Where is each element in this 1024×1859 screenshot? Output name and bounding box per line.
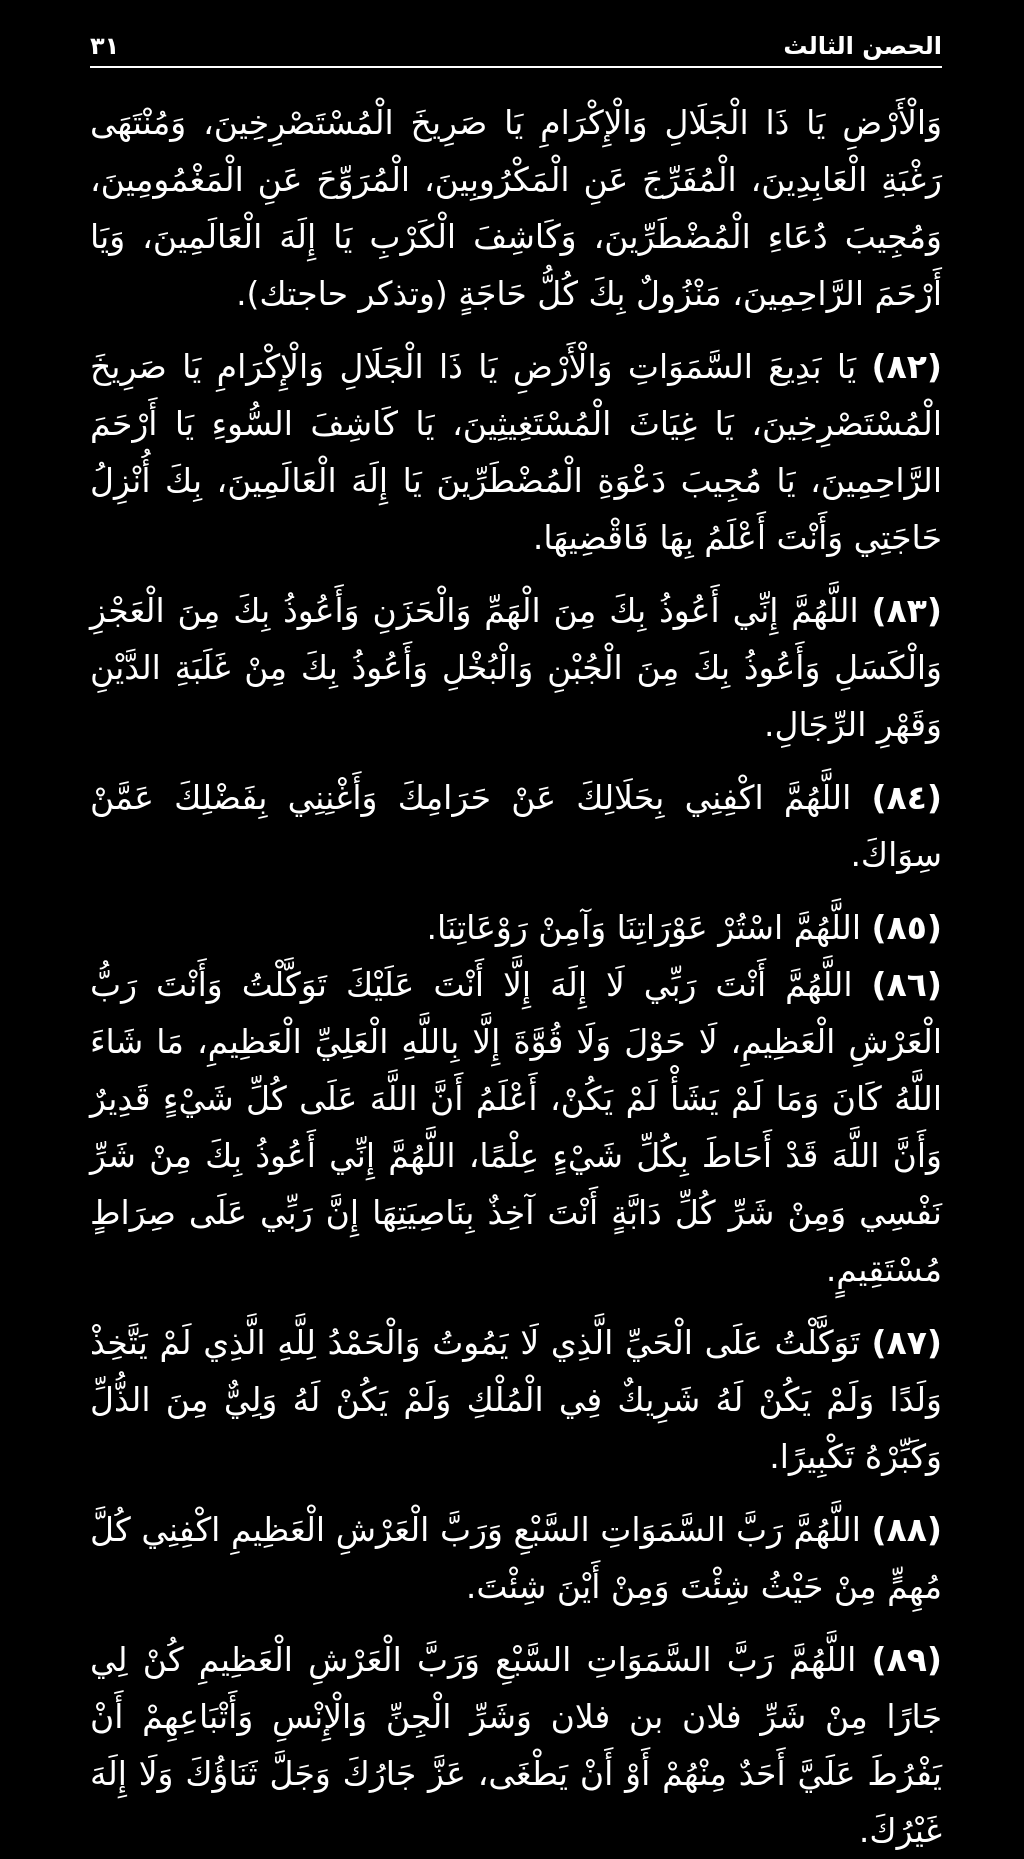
paragraph-number: (٨٢): [871, 347, 942, 386]
paragraph-text: اللَّهُمَّ أَنْتَ رَبِّي لَا إِلَهَ إِلَّا أَنْتَ عَلَيْكَ تَوَكَّلْتُ وَأَنْتَ رَبُّ الْعَرْشِ الْعَظِيمِ، لَا حَوْلَ وَلَا قُوَّةَ إِلَّا بِاللَّهِ الْعَلِيِّ الْعَظِيمِ، مَا شَاءَ اللَّهُ كَانَ وَمَا لَمْ يَشَأْ لَمْ يَكُنْ، أَعْلَمُ أَنَّ اللَّهَ عَلَى كُلِّ شَيْءٍ قَدِيرٌ وَأَنَّ اللَّهَ قَدْ أَحَاطَ بِكُلِّ شَيْءٍ عِلْمًا، اللَّهُمَّ إِنِّي أَعُوذُ بِكَ مِنْ شَرِّ نَفْسِي وَمِنْ شَرِّ كُلِّ دَابَّةٍ أَنْتَ آخِذٌ بِنَاصِيَتِهَا إِنَّ رَبِّي عَلَى صِرَاطٍ مُسْتَقِيمٍ.: [90, 965, 942, 1289]
paragraph-number: (٨٨): [871, 1510, 942, 1549]
paragraph-text: اللَّهُمَّ اكْفِنِي بِحَلَالِكَ عَنْ حَرَامِكَ وَأَغْنِنِي بِفَضْلِكَ عَمَّنْ سِوَاكَ.: [90, 778, 942, 874]
paragraph-number: (٨٧): [871, 1323, 942, 1362]
header-rule: [90, 66, 942, 68]
paragraph-continuation: [90, 94, 942, 322]
paragraph-86: [90, 956, 942, 1298]
paragraph-text: اللَّهُمَّ إِنِّي أَعُوذُ بِكَ مِنَ الْهَمِّ وَالْحَزَنِ وَأَعُوذُ بِكَ مِنَ الْعَجْزِ وَالْكَسَلِ وَأَعُوذُ بِكَ مِنَ الْجُبْنِ وَالْبُخْلِ وَأَعُوذُ بِكَ مِنْ غَلَبَةِ الدَّيْنِ وَقَهْرِ الرِّجَالِ.: [90, 591, 942, 744]
paragraph-85: [90, 899, 942, 956]
paragraph-84: [90, 769, 942, 883]
paragraph-text: اللَّهُمَّ رَبَّ السَّمَوَاتِ السَّبْعِ وَرَبَّ الْعَرْشِ الْعَظِيمِ كُنْ لِي جَارًا مِنْ شَرِّ فلان بن فلان وَشَرِّ الْجِنِّ وَالْإِنْسِ وَأَتْبَاعِهِمْ أَنْ يَفْرُطَ عَلَيَّ أَحَدٌ مِنْهُمْ أَوْ أَنْ يَطْغَى، عَزَّ جَارُكَ وَجَلَّ ثَنَاؤُكَ وَلَا إِلَهَ غَيْرُكَ.: [90, 1640, 942, 1850]
paragraph-87: [90, 1314, 942, 1485]
paragraph-text: يَا بَدِيعَ السَّمَوَاتِ وَالْأَرْضِ يَا ذَا الْجَلَالِ وَالْإِكْرَامِ يَا صَرِيخَ الْمُسْتَصْرِخِينَ، يَا غِيَاثَ الْمُسْتَغِيثِينَ، يَا كَاشِفَ السُّوءِ يَا أَرْحَمَ الرَّاحِمِينَ، يَا مُجِيبَ دَعْوَةِ الْمُضْطَرِّينَ يَا إِلَهَ الْعَالَمِينَ، بِكَ أُنْزِلُ حَاجَتِي وَأَنْتَ أَعْلَمُ بِهَا فَاقْضِيهَا.: [90, 347, 942, 557]
paragraph-83: [90, 582, 942, 753]
paragraph-number: (٨٣): [871, 591, 942, 630]
paragraph-text: تَوَكَّلْتُ عَلَى الْحَيِّ الَّذِي لَا يَمُوتُ وَالْحَمْدُ لِلَّهِ الَّذِي لَمْ يَتَّخِذْ وَلَدًا وَلَمْ يَكُنْ لَهُ شَرِيكٌ فِي الْمُلْكِ وَلَمْ يَكُنْ لَهُ وَلِيٌّ مِنَ الذُّلِّ وَكَبِّرْهُ تَكْبِيرًا.: [90, 1323, 942, 1476]
paragraph-89: [90, 1631, 942, 1859]
chapter-title: الحصن الثالث: [783, 32, 942, 60]
paragraph-text: اللَّهُمَّ اسْتُرْ عَوْرَاتِنَا وَآمِنْ رَوْعَاتِنَا.: [426, 908, 862, 947]
paragraph-82: [90, 338, 942, 566]
paragraph-number: (٨٥): [871, 908, 942, 947]
paragraph-88: [90, 1501, 942, 1615]
paragraph-text: اللَّهُمَّ رَبَّ السَّمَوَاتِ السَّبْعِ وَرَبَّ الْعَرْشِ الْعَظِيمِ اكْفِنِي كُلَّ مُهِمٍّ مِنْ حَيْثُ شِئْتَ وَمِنْ أَيْنَ شِئْتَ.: [90, 1510, 942, 1606]
paragraph-number: (٨٩): [871, 1640, 942, 1679]
paragraph-number: (٨٦): [871, 965, 942, 1004]
paragraph-number: (٨٤): [871, 778, 942, 817]
paragraph-text: وَالْأَرْضِ يَا ذَا الْجَلَالِ وَالْإِكْرَامِ يَا صَرِيخَ الْمُسْتَصْرِخِينَ، وَمُنْتَهَى رَغْبَةِ الْعَابِدِينَ، الْمُفَرِّجَ عَنِ الْمَكْرُوبِينَ، الْمُرَوِّحَ عَنِ الْمَغْمُومِينَ، وَمُجِيبَ دُعَاءِ الْمُضْطَرِّينَ، وَكَاشِفَ الْكَرْبِ يَا إِلَهَ الْعَالَمِينَ، وَيَا أَرْحَمَ الرَّاحِمِينَ، مَنْزُولٌ بِكَ كُلُّ حَاجَةٍ (وتذكر حاجتك).: [90, 103, 942, 313]
page-number: ٣١: [90, 32, 120, 60]
running-head: [90, 20, 942, 60]
